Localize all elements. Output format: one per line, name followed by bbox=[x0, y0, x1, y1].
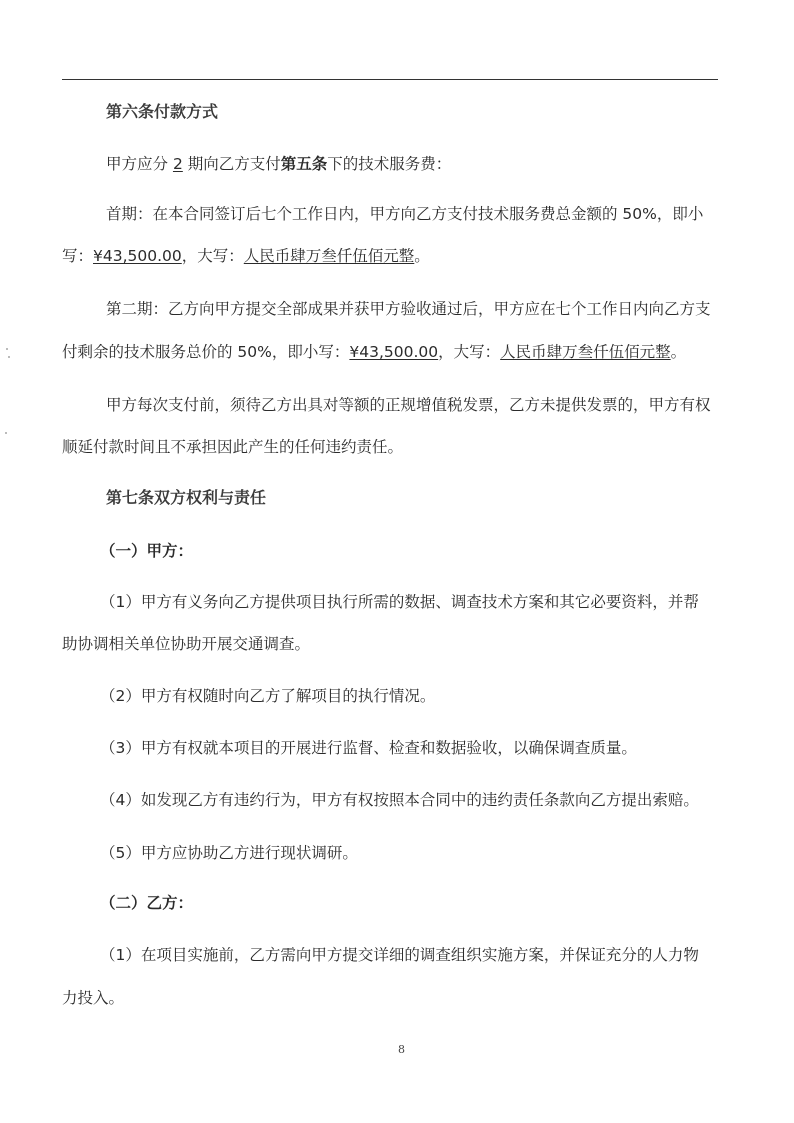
party-b-title: （二）乙方： bbox=[100, 894, 194, 912]
first-label: 写： bbox=[62, 247, 94, 265]
party-a-item-3: （3）甲方有权就本项目的开展进行监督、检查和数据验收，以确保调查质量。 bbox=[100, 739, 637, 757]
installment-count: 2 bbox=[172, 155, 183, 173]
party-a-item-1-line-1: （1）甲方有义务向乙方提供项目执行所需的数据、调查技术方案和其它必要资料，并帮 bbox=[100, 593, 699, 611]
first-installment-line-2 bbox=[62, 246, 430, 266]
party-a-title: （一）甲方： bbox=[100, 542, 194, 560]
article-7-title: 第七条双方权利与责任 bbox=[106, 488, 267, 507]
second-period: 。 bbox=[670, 343, 687, 361]
first-amount: ¥43,500.00 bbox=[93, 247, 182, 265]
second-amount-words: 人民币肆万叁仟伍佰元整 bbox=[500, 343, 671, 361]
scan-speck bbox=[6, 348, 8, 350]
intro-article-ref: 第五条 bbox=[280, 155, 328, 173]
invoice-line-2: 顺延付款时间且不承担因此产生的任何违约责任。 bbox=[62, 438, 404, 456]
party-a-item-2: （2）甲方有权随时向乙方了解项目的执行情况。 bbox=[100, 687, 436, 705]
scan-speck bbox=[8, 356, 10, 358]
second-installment-line-2 bbox=[62, 342, 686, 362]
second-words-label: ，大写： bbox=[438, 343, 501, 361]
second-installment-line-1: 第二期：乙方向甲方提交全部成果并获甲方验收通过后，甲方应在七个工作日内向乙方支 bbox=[106, 300, 711, 318]
first-words-label: ，大写： bbox=[181, 247, 244, 265]
party-b-item-1-line-2: 力投入。 bbox=[62, 989, 125, 1007]
article-6-intro bbox=[106, 154, 451, 174]
second-label: 付剩余的技术服务总价的 50%，即小写： bbox=[62, 343, 350, 361]
first-installment-line-1: 首期：在本合同签订后七个工作日内，甲方向乙方支付技术服务费总金额的 50%，即小 bbox=[106, 205, 704, 223]
scan-speck bbox=[5, 432, 7, 434]
intro-text-c: 下的技术服务费： bbox=[327, 155, 452, 173]
party-a-item-1-line-2: 助协调相关单位协助开展交通调查。 bbox=[62, 635, 311, 653]
first-amount-words: 人民币肆万叁仟伍佰元整 bbox=[243, 247, 415, 265]
second-amount: ¥43,500.00 bbox=[349, 343, 439, 361]
header-rule bbox=[62, 79, 718, 80]
invoice-line-1: 甲方每次支付前，须待乙方出具对等额的正规增值税发票，乙方未提供发票的，甲方有权 bbox=[106, 396, 711, 414]
party-a-item-5: （5）甲方应协助乙方进行现状调研。 bbox=[100, 844, 358, 862]
party-b-item-1-line-1: （1）在项目实施前，乙方需向甲方提交详细的调查组织实施方案，并保证充分的人力物 bbox=[100, 946, 699, 964]
party-a-item-4: （4）如发现乙方有违约行为，甲方有权按照本合同中的违约责任条款向乙方提出索赔。 bbox=[100, 791, 699, 809]
first-period: 。 bbox=[414, 247, 430, 265]
article-6-title: 第六条付款方式 bbox=[106, 102, 219, 121]
intro-text-b: 期向乙方支付 bbox=[187, 155, 281, 173]
page-number: 8 bbox=[398, 1043, 405, 1056]
intro-text-a: 甲方应分 bbox=[106, 155, 169, 173]
